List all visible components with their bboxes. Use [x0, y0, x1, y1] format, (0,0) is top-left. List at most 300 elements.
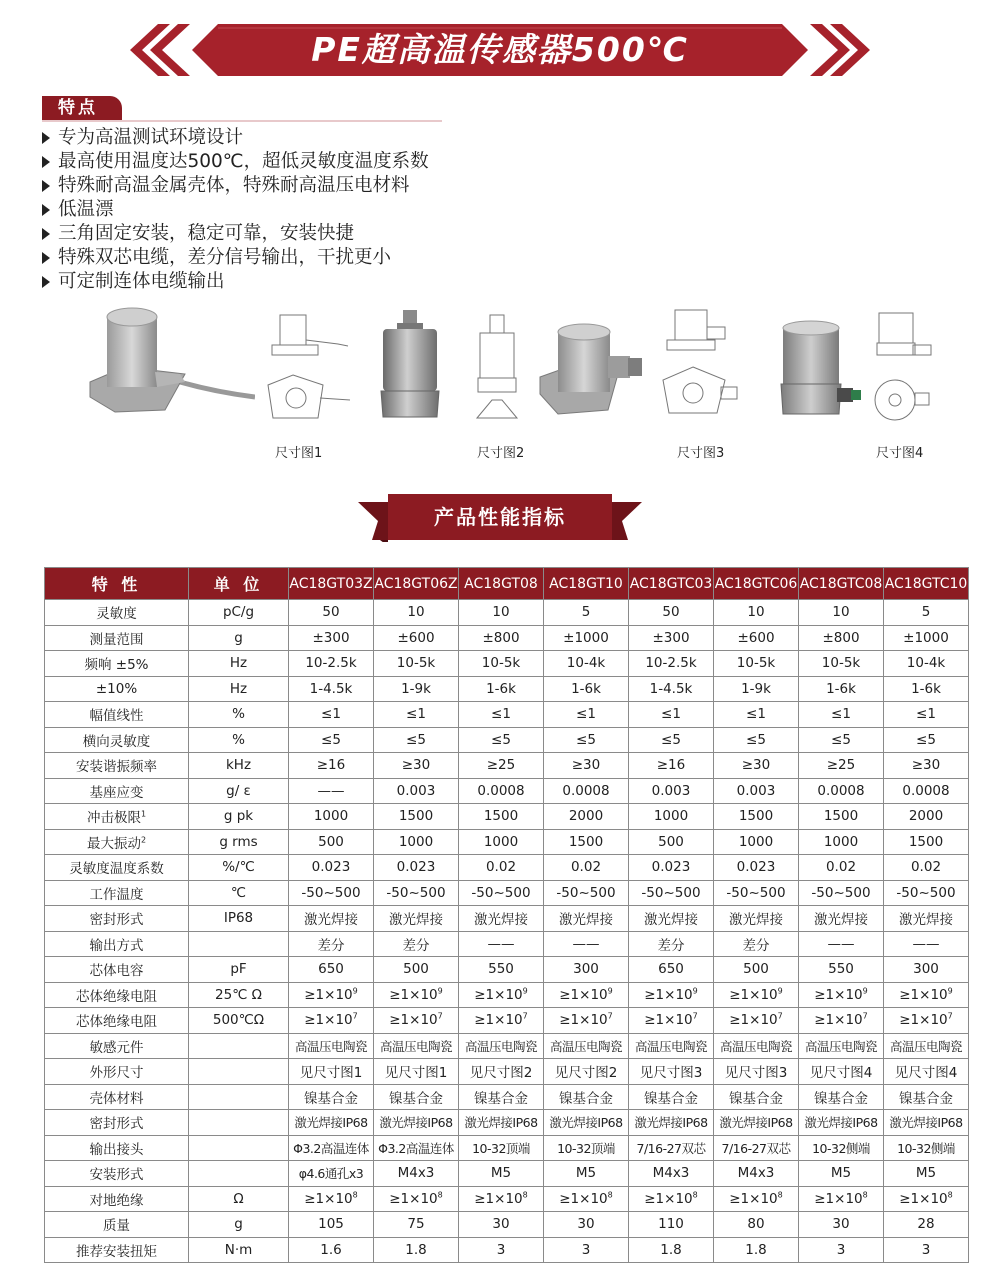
- value-cell: 1000: [799, 829, 884, 855]
- spec-name-cell: 芯体绝缘电阻: [45, 1008, 189, 1034]
- dimension-drawing-2: [462, 310, 532, 425]
- unit-cell: Hz: [189, 651, 289, 677]
- value-cell: 10: [374, 600, 459, 626]
- unit-cell: IP68: [189, 906, 289, 932]
- value-cell: 激光焊接IP68: [714, 1110, 799, 1136]
- value-cell: 1.8: [374, 1237, 459, 1263]
- unit-cell: [189, 1033, 289, 1059]
- value-cell: $\ge 1\times 10^7$: [544, 1008, 629, 1034]
- value-cell: 见尺寸图3: [714, 1059, 799, 1085]
- value-cell: ≤1: [374, 702, 459, 728]
- feature-item: 三角固定安装，稳定可靠，安装快捷: [40, 222, 429, 246]
- value-cell: -50~500: [884, 880, 969, 906]
- value-cell: ±600: [714, 625, 799, 651]
- value-cell: 激光焊接IP68: [544, 1110, 629, 1136]
- value-cell: 10-32侧端: [884, 1135, 969, 1161]
- value-cell: 10-5k: [459, 651, 544, 677]
- dimension-drawing-4: [865, 305, 945, 430]
- value-cell: 镍基合金: [459, 1084, 544, 1110]
- value-cell: 1-9k: [374, 676, 459, 702]
- value-cell: 高温压电陶瓷: [544, 1033, 629, 1059]
- unit-cell: [189, 931, 289, 957]
- feature-item: 可定制连体电缆输出: [40, 270, 429, 294]
- value-cell: ≥16: [289, 753, 374, 779]
- value-cell: ≤5: [374, 727, 459, 753]
- value-cell: 300: [884, 957, 969, 983]
- value-cell: 1500: [544, 829, 629, 855]
- value-cell: 1000: [714, 829, 799, 855]
- figure-caption-3: 尺寸图3: [677, 446, 725, 461]
- table-row: [45, 727, 969, 753]
- value-cell: 75: [374, 1212, 459, 1238]
- table-row: [45, 651, 969, 677]
- value-cell: 0.0008: [884, 778, 969, 804]
- value-cell: 1500: [884, 829, 969, 855]
- model-header-cell: AC18GT10: [544, 568, 629, 600]
- table-header-cell: 特 性: [45, 568, 189, 600]
- figure-caption-1: 尺寸图1: [275, 446, 323, 461]
- value-cell: M5: [544, 1161, 629, 1187]
- value-cell: $\ge 1\times 10^9$: [374, 982, 459, 1008]
- value-cell: 0.023: [629, 855, 714, 881]
- unit-cell: N·m: [189, 1237, 289, 1263]
- value-cell: ≤1: [799, 702, 884, 728]
- value-cell: M4x3: [714, 1161, 799, 1187]
- value-cell: 2000: [544, 804, 629, 830]
- value-cell: 1000: [459, 829, 544, 855]
- figure-caption-4: 尺寸图4: [876, 446, 924, 461]
- value-cell: ≤5: [544, 727, 629, 753]
- features-tag: 特点: [42, 96, 122, 120]
- value-cell: 高温压电陶瓷: [884, 1033, 969, 1059]
- value-cell: 550: [799, 957, 884, 983]
- value-cell: 3: [544, 1237, 629, 1263]
- value-cell: $\ge 1\times 10^9$: [884, 982, 969, 1008]
- table-row: [45, 1059, 969, 1085]
- value-cell: 10-32侧端: [799, 1135, 884, 1161]
- section-title: 产品性能指标: [434, 505, 566, 529]
- value-cell: $\ge 1\times 10^8$: [544, 1186, 629, 1212]
- model-header-cell: AC18GT08: [459, 568, 544, 600]
- value-cell: 1-6k: [799, 676, 884, 702]
- value-cell: 见尺寸图4: [884, 1059, 969, 1085]
- value-cell: 10-32顶端: [459, 1135, 544, 1161]
- table-row: [45, 1033, 969, 1059]
- value-cell: 高温压电陶瓷: [799, 1033, 884, 1059]
- unit-cell: [189, 1110, 289, 1136]
- value-cell: 镍基合金: [289, 1084, 374, 1110]
- feature-item: 最高使用温度达500℃，超低灵敏度温度系数: [40, 150, 429, 174]
- table-row: [45, 676, 969, 702]
- value-cell: M5: [884, 1161, 969, 1187]
- value-cell: ≥30: [374, 753, 459, 779]
- value-cell: 见尺寸图2: [459, 1059, 544, 1085]
- value-cell: 0.0008: [544, 778, 629, 804]
- value-cell: 0.003: [629, 778, 714, 804]
- unit-cell: ℃: [189, 880, 289, 906]
- value-cell: 1.6: [289, 1237, 374, 1263]
- value-cell: 见尺寸图1: [374, 1059, 459, 1085]
- value-cell: φ4.6通孔x3: [289, 1161, 374, 1187]
- unit-cell: 25℃ Ω: [189, 982, 289, 1008]
- value-cell: 300: [544, 957, 629, 983]
- spec-name-cell: 灵敏度温度系数: [45, 855, 189, 881]
- unit-cell: Ω: [189, 1186, 289, 1212]
- value-cell: 见尺寸图1: [289, 1059, 374, 1085]
- value-cell: ≤1: [714, 702, 799, 728]
- value-cell: ——: [884, 931, 969, 957]
- sensor-2-photo: [375, 305, 445, 425]
- value-cell: 0.0008: [459, 778, 544, 804]
- bullet-triangle-icon: [42, 180, 50, 192]
- value-cell: 激光焊接IP68: [374, 1110, 459, 1136]
- value-cell: ≤5: [629, 727, 714, 753]
- value-cell: 5: [884, 600, 969, 626]
- bullet-triangle-icon: [42, 252, 50, 264]
- value-cell: M4x3: [629, 1161, 714, 1187]
- spec-name-cell: 质量: [45, 1212, 189, 1238]
- value-cell: 28: [884, 1212, 969, 1238]
- value-cell: 10: [799, 600, 884, 626]
- value-cell: ≥25: [459, 753, 544, 779]
- feature-item: 特殊双芯电缆，差分信号输出，干扰更小: [40, 246, 429, 270]
- value-cell: 1-4.5k: [289, 676, 374, 702]
- value-cell: 激光焊接IP68: [884, 1110, 969, 1136]
- value-cell: ≥25: [799, 753, 884, 779]
- value-cell: 见尺寸图2: [544, 1059, 629, 1085]
- value-cell: 差分: [374, 931, 459, 957]
- value-cell: $\ge 1\times 10^7$: [629, 1008, 714, 1034]
- value-cell: ≤1: [459, 702, 544, 728]
- value-cell: 500: [714, 957, 799, 983]
- unit-cell: %: [189, 727, 289, 753]
- table-header-cell: 单 位: [189, 568, 289, 600]
- value-cell: Φ3.2高温连体: [289, 1135, 374, 1161]
- value-cell: 镍基合金: [884, 1084, 969, 1110]
- spec-name-cell: 对地绝缘: [45, 1186, 189, 1212]
- value-cell: 1500: [374, 804, 459, 830]
- value-cell: 10-5k: [374, 651, 459, 677]
- bullet-triangle-icon: [42, 156, 50, 168]
- spec-name-cell: ±10%: [45, 676, 189, 702]
- value-cell: 500: [374, 957, 459, 983]
- value-cell: 镍基合金: [374, 1084, 459, 1110]
- value-cell: 650: [289, 957, 374, 983]
- table-row: [45, 957, 969, 983]
- value-cell: 1500: [799, 804, 884, 830]
- bullet-triangle-icon: [42, 132, 50, 144]
- model-header-cell: AC18GT03Z: [289, 568, 374, 600]
- value-cell: -50~500: [714, 880, 799, 906]
- value-cell: 0.023: [714, 855, 799, 881]
- spec-name-cell: 横向灵敏度: [45, 727, 189, 753]
- feature-item: 低温漂: [40, 198, 429, 222]
- table-row: [45, 804, 969, 830]
- model-header-cell: AC18GTC08: [799, 568, 884, 600]
- value-cell: 1000: [629, 804, 714, 830]
- value-cell: 10-4k: [884, 651, 969, 677]
- figure-caption-2: 尺寸图2: [477, 446, 525, 461]
- feature-item: 特殊耐高温金属壳体，特殊耐高温压电材料: [40, 174, 429, 198]
- value-cell: 500: [289, 829, 374, 855]
- value-cell: 10-4k: [544, 651, 629, 677]
- spec-name-cell: 壳体材料: [45, 1084, 189, 1110]
- value-cell: 高温压电陶瓷: [459, 1033, 544, 1059]
- value-cell: 镍基合金: [544, 1084, 629, 1110]
- value-cell: $\ge 1\times 10^9$: [799, 982, 884, 1008]
- spec-name-cell: 基座应变: [45, 778, 189, 804]
- value-cell: 0.003: [714, 778, 799, 804]
- value-cell: 0.02: [799, 855, 884, 881]
- value-cell: $\ge 1\times 10^8$: [374, 1186, 459, 1212]
- value-cell: 0.02: [884, 855, 969, 881]
- value-cell: $\ge 1\times 10^7$: [374, 1008, 459, 1034]
- value-cell: 3: [884, 1237, 969, 1263]
- value-cell: $\ge 1\times 10^9$: [459, 982, 544, 1008]
- sensor-1-photo: [85, 302, 255, 432]
- model-header-cell: AC18GT06Z: [374, 568, 459, 600]
- bullet-triangle-icon: [42, 228, 50, 240]
- bullet-triangle-icon: [42, 204, 50, 216]
- unit-cell: [189, 1135, 289, 1161]
- table-row: [45, 753, 969, 779]
- value-cell: 差分: [714, 931, 799, 957]
- spec-name-cell: 灵敏度: [45, 600, 189, 626]
- dimension-drawing-3: [655, 305, 745, 430]
- value-cell: 7/16-27双芯: [714, 1135, 799, 1161]
- features-list: [40, 126, 429, 294]
- page-title: PE超高温传感器500℃: [311, 30, 689, 69]
- spec-name-cell: 测量范围: [45, 625, 189, 651]
- value-cell: 1000: [289, 804, 374, 830]
- value-cell: ±800: [799, 625, 884, 651]
- value-cell: Φ3.2高温连体: [374, 1135, 459, 1161]
- value-cell: 激光焊接: [544, 906, 629, 932]
- value-cell: 激光焊接: [459, 906, 544, 932]
- spec-name-cell: 敏感元件: [45, 1033, 189, 1059]
- value-cell: 550: [459, 957, 544, 983]
- spec-name-cell: 推荐安装扭矩: [45, 1237, 189, 1263]
- value-cell: ≤5: [289, 727, 374, 753]
- value-cell: 激光焊接: [289, 906, 374, 932]
- spec-name-cell: 密封形式: [45, 1110, 189, 1136]
- value-cell: ±1000: [884, 625, 969, 651]
- value-cell: 7/16-27双芯: [629, 1135, 714, 1161]
- table-row: [45, 702, 969, 728]
- table-row: [45, 1008, 969, 1034]
- value-cell: ——: [544, 931, 629, 957]
- value-cell: ≤5: [714, 727, 799, 753]
- value-cell: 5: [544, 600, 629, 626]
- value-cell: -50~500: [459, 880, 544, 906]
- value-cell: $\ge 1\times 10^9$: [544, 982, 629, 1008]
- value-cell: $\ge 1\times 10^7$: [289, 1008, 374, 1034]
- unit-cell: 500℃Ω: [189, 1008, 289, 1034]
- spec-name-cell: 工作温度: [45, 880, 189, 906]
- value-cell: $\ge 1\times 10^8$: [799, 1186, 884, 1212]
- features-divider: [42, 120, 442, 122]
- value-cell: 激光焊接IP68: [289, 1110, 374, 1136]
- table-row: [45, 829, 969, 855]
- value-cell: $\ge 1\times 10^7$: [884, 1008, 969, 1034]
- value-cell: M5: [459, 1161, 544, 1187]
- unit-cell: [189, 1084, 289, 1110]
- value-cell: 10-32顶端: [544, 1135, 629, 1161]
- value-cell: -50~500: [544, 880, 629, 906]
- spec-name-cell: 频响 ±5%: [45, 651, 189, 677]
- value-cell: 高温压电陶瓷: [289, 1033, 374, 1059]
- unit-cell: g: [189, 1212, 289, 1238]
- value-cell: ±300: [289, 625, 374, 651]
- table-header-row: [45, 568, 969, 600]
- value-cell: 1000: [374, 829, 459, 855]
- table-row: [45, 1084, 969, 1110]
- value-cell: 高温压电陶瓷: [374, 1033, 459, 1059]
- value-cell: 30: [799, 1212, 884, 1238]
- value-cell: $\ge 1\times 10^8$: [714, 1186, 799, 1212]
- value-cell: ≤1: [544, 702, 629, 728]
- table-row: [45, 625, 969, 651]
- value-cell: ——: [289, 778, 374, 804]
- value-cell: $\ge 1\times 10^9$: [714, 982, 799, 1008]
- table-row: [45, 880, 969, 906]
- unit-cell: [189, 1059, 289, 1085]
- spec-name-cell: 幅值线性: [45, 702, 189, 728]
- value-cell: 激光焊接IP68: [459, 1110, 544, 1136]
- value-cell: 0.023: [289, 855, 374, 881]
- value-cell: 30: [459, 1212, 544, 1238]
- value-cell: $\ge 1\times 10^9$: [289, 982, 374, 1008]
- value-cell: ——: [459, 931, 544, 957]
- value-cell: ≤5: [459, 727, 544, 753]
- value-cell: 2000: [884, 804, 969, 830]
- value-cell: -50~500: [629, 880, 714, 906]
- value-cell: 激光焊接IP68: [799, 1110, 884, 1136]
- value-cell: 650: [629, 957, 714, 983]
- value-cell: ±1000: [544, 625, 629, 651]
- unit-cell: g rms: [189, 829, 289, 855]
- value-cell: 镍基合金: [629, 1084, 714, 1110]
- value-cell: 3: [799, 1237, 884, 1263]
- unit-cell: %/℃: [189, 855, 289, 881]
- value-cell: 1-6k: [459, 676, 544, 702]
- spec-name-cell: 外形尺寸: [45, 1059, 189, 1085]
- value-cell: 50: [289, 600, 374, 626]
- value-cell: 见尺寸图3: [629, 1059, 714, 1085]
- value-cell: ≥30: [714, 753, 799, 779]
- value-cell: ≤5: [799, 727, 884, 753]
- value-cell: 10: [459, 600, 544, 626]
- value-cell: 高温压电陶瓷: [714, 1033, 799, 1059]
- value-cell: 0.02: [459, 855, 544, 881]
- table-row: [45, 1110, 969, 1136]
- value-cell: 激光焊接: [714, 906, 799, 932]
- value-cell: ≤1: [884, 702, 969, 728]
- unit-cell: kHz: [189, 753, 289, 779]
- value-cell: 0.0008: [799, 778, 884, 804]
- value-cell: 80: [714, 1212, 799, 1238]
- unit-cell: pF: [189, 957, 289, 983]
- value-cell: -50~500: [289, 880, 374, 906]
- model-header-cell: AC18GTC03: [629, 568, 714, 600]
- value-cell: $\ge 1\times 10^7$: [799, 1008, 884, 1034]
- value-cell: ≤1: [629, 702, 714, 728]
- value-cell: M4x3: [374, 1161, 459, 1187]
- table-row: [45, 778, 969, 804]
- table-row: [45, 906, 969, 932]
- spec-name-cell: 输出接头: [45, 1135, 189, 1161]
- table-row: [45, 855, 969, 881]
- value-cell: 镍基合金: [799, 1084, 884, 1110]
- value-cell: 1-4.5k: [629, 676, 714, 702]
- value-cell: M5: [799, 1161, 884, 1187]
- model-header-cell: AC18GTC06: [714, 568, 799, 600]
- value-cell: ±300: [629, 625, 714, 651]
- value-cell: 0.023: [374, 855, 459, 881]
- value-cell: 0.02: [544, 855, 629, 881]
- spec-name-cell: 冲击极限$^1$: [45, 804, 189, 830]
- value-cell: 10-5k: [799, 651, 884, 677]
- dimension-drawing-1: [258, 310, 358, 430]
- value-cell: 10-2.5k: [289, 651, 374, 677]
- value-cell: 1.8: [629, 1237, 714, 1263]
- value-cell: 激光焊接: [629, 906, 714, 932]
- value-cell: 0.003: [374, 778, 459, 804]
- unit-cell: pC/g: [189, 600, 289, 626]
- value-cell: $\ge 1\times 10^9$: [629, 982, 714, 1008]
- table-row: [45, 1237, 969, 1263]
- value-cell: -50~500: [374, 880, 459, 906]
- table-row: [45, 1161, 969, 1187]
- table-row: [45, 1135, 969, 1161]
- value-cell: $\ge 1\times 10^8$: [289, 1186, 374, 1212]
- value-cell: 差分: [629, 931, 714, 957]
- value-cell: ±600: [374, 625, 459, 651]
- feature-item: 专为高温测试环境设计: [40, 126, 429, 150]
- unit-cell: g/ ε: [189, 778, 289, 804]
- value-cell: $\ge 1\times 10^8$: [884, 1186, 969, 1212]
- value-cell: 10: [714, 600, 799, 626]
- table-row: [45, 982, 969, 1008]
- value-cell: $\ge 1\times 10^8$: [459, 1186, 544, 1212]
- unit-cell: [189, 1161, 289, 1187]
- value-cell: 3: [459, 1237, 544, 1263]
- value-cell: $\ge 1\times 10^7$: [714, 1008, 799, 1034]
- value-cell: 50: [629, 600, 714, 626]
- value-cell: ≥16: [629, 753, 714, 779]
- table-body: [45, 600, 969, 1263]
- unit-cell: g: [189, 625, 289, 651]
- value-cell: 差分: [289, 931, 374, 957]
- value-cell: 激光焊接IP68: [629, 1110, 714, 1136]
- value-cell: 1-6k: [544, 676, 629, 702]
- spec-name-cell: 输出方式: [45, 931, 189, 957]
- value-cell: 30: [544, 1212, 629, 1238]
- value-cell: 1-9k: [714, 676, 799, 702]
- unit-cell: %: [189, 702, 289, 728]
- value-cell: 10-5k: [714, 651, 799, 677]
- value-cell: 1-6k: [884, 676, 969, 702]
- value-cell: 500: [629, 829, 714, 855]
- value-cell: 激光焊接: [374, 906, 459, 932]
- table-row: [45, 931, 969, 957]
- sensor-4-photo: [775, 318, 865, 423]
- spec-name-cell: 最大振动$^2$: [45, 829, 189, 855]
- value-cell: 1.8: [714, 1237, 799, 1263]
- value-cell: 激光焊接: [799, 906, 884, 932]
- value-cell: ±800: [459, 625, 544, 651]
- value-cell: ≥30: [884, 753, 969, 779]
